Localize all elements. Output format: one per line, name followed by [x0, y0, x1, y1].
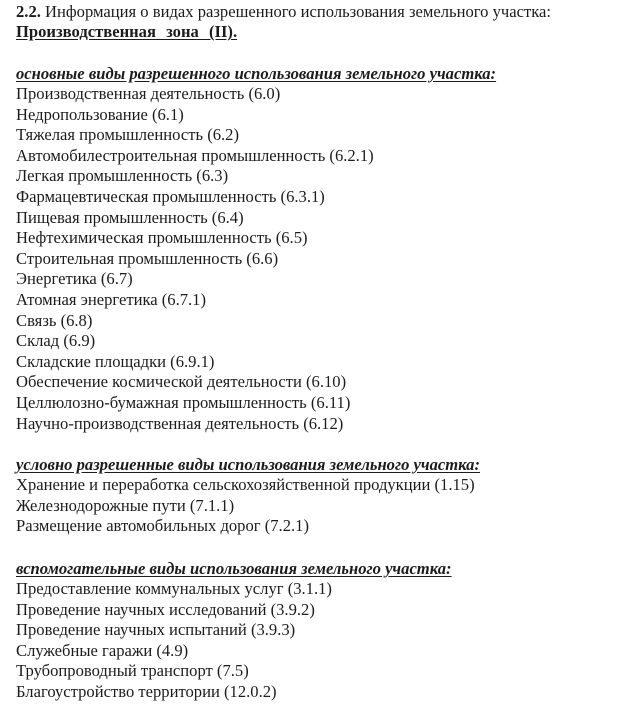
list-item: Проведение научных исследований (3.9.2) — [16, 599, 315, 619]
list-item: Нефтехимическая промышленность (6.5) — [16, 228, 308, 248]
list-item: Производственная деятельность (6.0) — [16, 84, 281, 103]
conditional-uses-heading: условно разрешенные виды использования земельного участка: — [16, 455, 481, 474]
auxiliary-uses-list — [16, 579, 332, 703]
list-item: Железнодорожные пути (7.1.1) — [16, 495, 235, 515]
list-item: Недропользование (6.1) — [16, 104, 184, 124]
list-item: Фармацевтическая промышленность (6.3.1) — [16, 186, 325, 206]
auxiliary-uses-heading: вспомогательные виды использования земельного участка: — [16, 559, 452, 578]
list-item: Проведение научных испытаний (3.9.3) — [16, 620, 296, 640]
list-item: Целлюлозно-бумажная промышленность (6.11) — [16, 392, 351, 412]
list-item: Трубопроводный транспорт (7.5) — [16, 661, 249, 681]
main-uses-list — [16, 84, 374, 434]
list-item: Склад (6.9) — [16, 331, 96, 351]
list-item: Благоустройство территории (12.0.2) — [16, 681, 277, 701]
list-item: Автомобилестроительная промышленность (6.2.1) — [16, 145, 374, 165]
list-item: Связь (6.8) — [16, 310, 93, 330]
list-item: Служебные гаражи (4.9) — [16, 640, 189, 660]
list-item: Энергетика (6.7) — [16, 269, 133, 289]
list-item: Тяжелая промышленность (6.2) — [16, 125, 240, 145]
zone-name: Производственная зона (II). — [16, 22, 238, 41]
document-title — [16, 2, 551, 22]
list-item: Хранение и переработка сельскохозяйственной продукции (1.15) — [16, 475, 475, 494]
list-item: Обеспечение космической деятельности (6.10) — [16, 372, 347, 392]
list-item: Размещение автомобильных дорог (7.2.1) — [16, 516, 309, 536]
list-item: Атомная энергетика (6.7.1) — [16, 289, 207, 309]
list-item: Легкая промышленность (6.3) — [16, 166, 229, 186]
list-item: Научно-производственная деятельность (6.12) — [16, 413, 344, 433]
list-item: Пищевая промышленность (6.4) — [16, 207, 244, 227]
list-item: Предоставление коммунальных услуг (3.1.1) — [16, 579, 332, 598]
conditional-uses-list — [16, 475, 475, 537]
main-uses-heading: основные виды разрешенного использования земельного участка: — [16, 64, 497, 83]
list-item: Строительная промышленность (6.6) — [16, 248, 279, 268]
list-item: Складские площадки (6.9.1) — [16, 351, 215, 371]
section-number: 2.2. — [16, 2, 41, 21]
section-title: Информация о видах разрешенного использования земельного участка: — [45, 2, 552, 21]
